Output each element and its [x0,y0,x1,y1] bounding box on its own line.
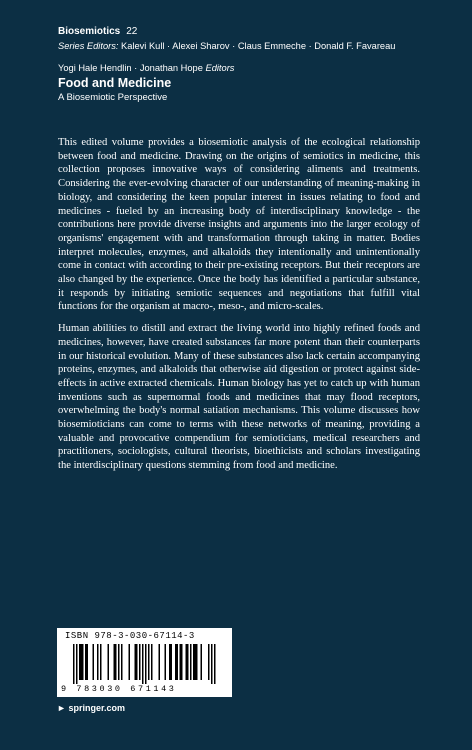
barcode-bars [63,644,226,684]
publisher-url: springer.com [68,703,125,713]
barcode-bar [79,644,81,680]
series-volume: 22 [126,26,138,37]
barcode-bar [211,644,213,684]
barcode-bar [100,644,102,680]
arrow-icon: ► [57,703,66,713]
barcode-bar [165,644,167,680]
barcode-bar [171,644,173,680]
barcode-bar [93,644,95,680]
book-info [58,62,234,105]
book-editors-label: Editors [205,63,235,73]
description-paragraph-2: Human abilities to distill and extract the living world into highly refined foods and medicines, however, have created substances far more potent than their counterparts in our historical evolution. Many of these substances also lack certain accompanying proteins, enzymes, and alkaloids that otherwise aid digestion or protect against side-effects in active extracted chemicals. Human biology has yet to catch up with human inventions such as supernormal foods and medicines that may flood receptors, overwhelming the body's normal satiation mechanisms. This volume discusses how biosemioticians can come to terms with these networks of meaning, providing a valuable and provocative compendium for semioticians, medical researchers and practitioners, sociologists, cultural theorists, bioethicists and scholars investigating the interdisciplinary questions stemming from food and medicine. [58,323,420,472]
barcode-bar [85,644,87,680]
series-editors-label: Series Editors: [58,41,119,51]
book-editors-line [58,62,234,75]
barcode-bar [159,644,161,680]
barcode-bar [136,644,138,680]
series-name: Biosemiotics [58,26,121,37]
series-editors: Kalevi Kull · Alexei Sharov · Claus Emmeche · Donald F. Favareau [121,41,396,51]
barcode-bar [175,644,177,680]
barcode-bar [82,644,84,680]
book-editors: Yogi Hale Hendlin · Jonathan Hope [58,63,203,73]
barcode-bar [121,644,123,680]
description-paragraph-1: This edited volume provides a biosemiotic analysis of the ecological relationship between food and medicine. Drawing on the origins of semiotics in medicine, this collection proposes innovative ways of considering aliments and treatments. Considering the ever-evolving character of our understanding of meaning-making in biology, and considering the keen popular interest in issues relating to food and medicines - fueled by an increasing body of interdisciplinary knowledge - the contributions here provide diverse insights and arguments into the larger ecology of organisms' engagement with and transformation through taking in matter. Bodies interpret molecules, enzymes, and alkaloids they intentionally and unintentionally come in contact with according to their pre-existing receptors. But their receptors are also changed by the experience. Once the body has identified a particular substance, it responds by initiating semiotic sequences and negotiations that fulfill vital functions for the organism at macro-, meso-, and micro-scales. [58,137,420,313]
barcode-bar [208,644,210,680]
series-info [58,24,395,54]
barcode-bar [186,644,188,680]
barcode-bar [181,644,183,680]
barcode-bar [190,644,192,680]
barcode-bar [73,644,75,684]
barcode-bar [195,644,197,680]
isbn-text: ISBN 978-3-030-67114-3 [65,631,195,641]
barcode-bar [114,644,116,680]
barcode-bar [118,644,120,680]
barcode-bar [151,644,153,680]
barcode-bar [87,644,89,680]
barcode-bar [201,644,203,680]
book-title: Food and Medicine [58,76,172,90]
book-subtitle: A Biosemiotic Perspective [58,92,168,103]
barcode-bar [214,644,216,684]
barcode-bar [148,644,150,680]
series-editors-line [58,39,395,54]
barcode-bar [142,644,144,684]
publisher-link[interactable] [57,703,125,713]
barcode-bar [193,644,195,680]
barcode-bar [135,644,137,680]
barcode-bar [169,644,171,680]
barcode-bar [115,644,117,680]
barcode-bar [97,644,99,680]
barcode-bar [187,644,189,680]
barcode-bar [108,644,110,680]
barcode-bar [81,644,83,680]
description [58,136,420,481]
barcode-bar [129,644,131,680]
barcode-bar [196,644,198,680]
barcode [57,628,232,697]
barcode-bar [180,644,182,680]
barcode-number: 9 783030 671143 [61,684,177,694]
barcode-bar [145,644,147,684]
barcode-bar [76,644,78,684]
series-title-line [58,24,395,39]
barcode-bar [177,644,179,680]
barcode-bar [139,644,141,680]
